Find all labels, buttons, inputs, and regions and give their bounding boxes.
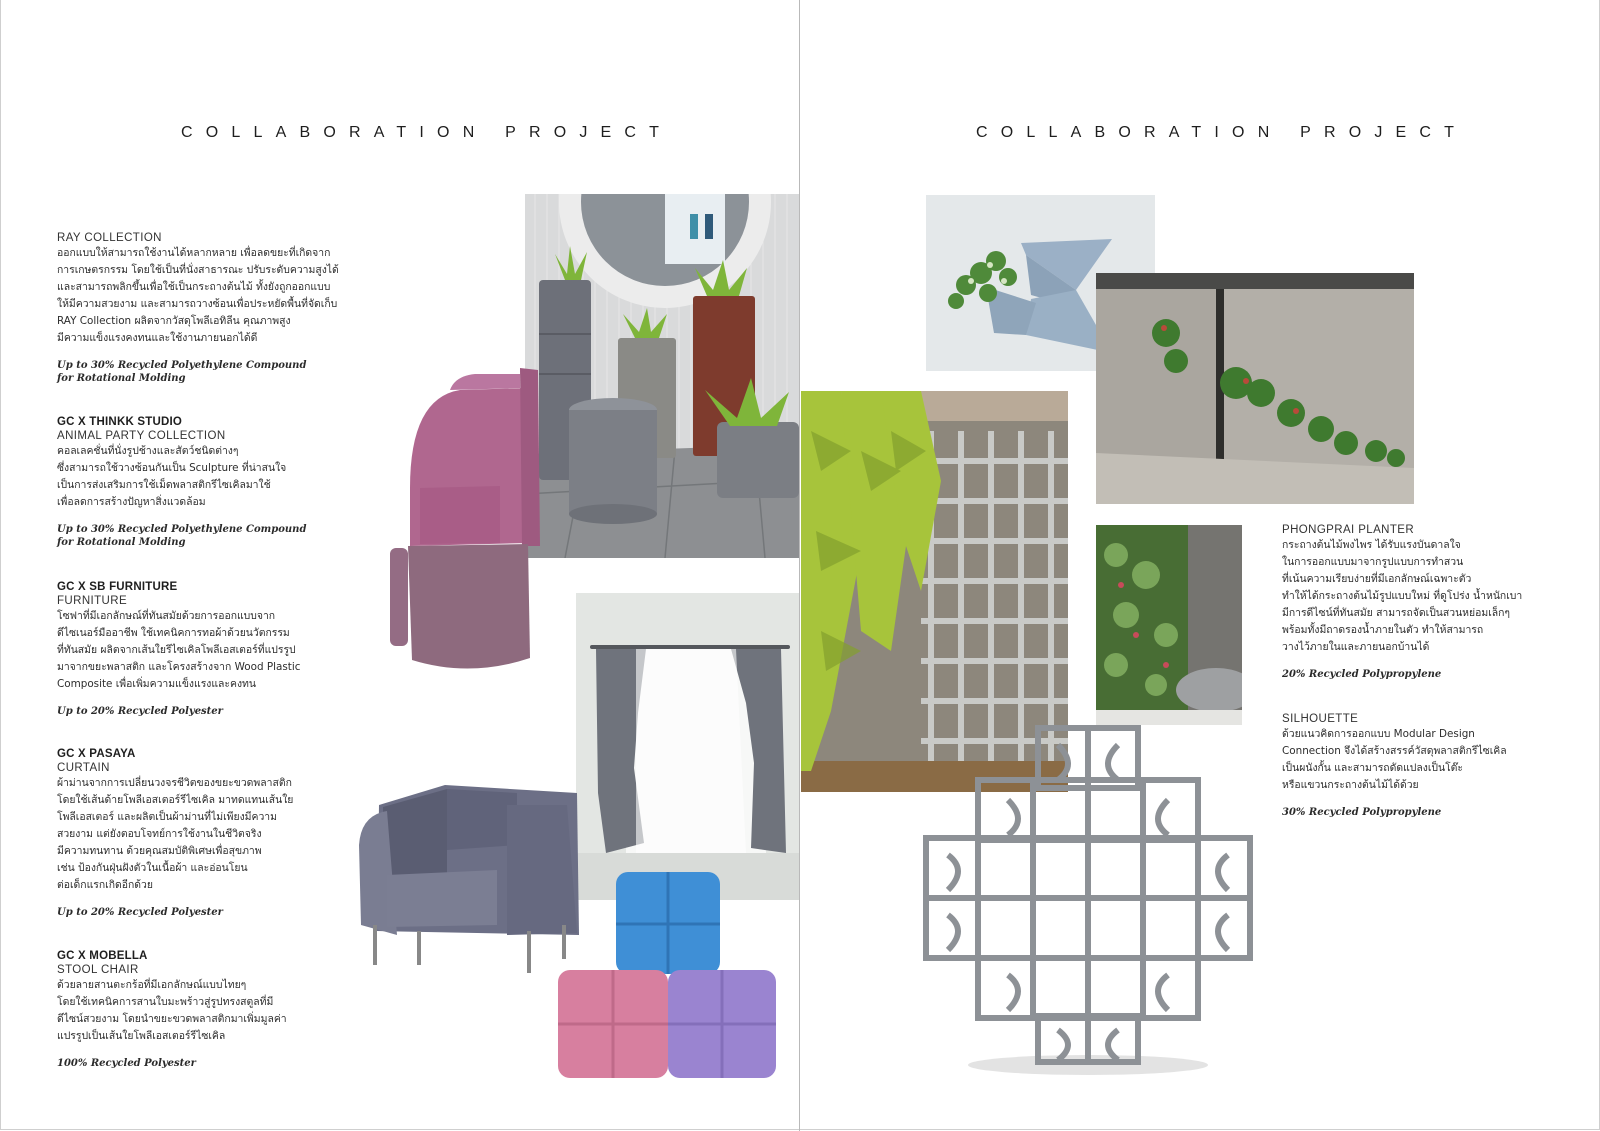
project-brand: GC X PASAYA: [57, 748, 136, 760]
project-description: โซฟาที่มีเอกลักษณ์ที่ทันสมัยด้วยการออกแบบจาก ดีไซเนอร์มืออาชีพ ใช้เทคนิคการทอผ้าด้วยนวัตกรรม ที่ทันสมัย ผลิตจากเส้นใยรีไซเคิลโพลีเอสเตอร์ที่แปรรูป มาจากขยะพลาสติก และโครงสร้างจาก Wood Plastic Composite เพื่อเพิ่มความแข็งแรงและคงทน: [57, 610, 301, 690]
photo-ray-planters: [525, 194, 799, 558]
project-material: Up to 20% Recycled Polyester: [57, 706, 223, 717]
photo-phongprai-wall-garden: [1096, 273, 1414, 504]
project-name: PHONGPRAI PLANTER: [1282, 524, 1415, 536]
project-material: 20% Recycled Polypropylene: [1282, 669, 1442, 680]
project-material: Up to 20% Recycled Polyester: [57, 907, 223, 918]
project-material: 30% Recycled Polypropylene: [1282, 807, 1442, 818]
photo-animal-party-elephant: [390, 368, 546, 676]
project-silhouette: [1282, 712, 1582, 819]
project-material: 100% Recycled Polyester: [57, 1058, 196, 1069]
project-thinkk-studio: [57, 416, 357, 549]
photo-sb-furniture-sofa: [357, 775, 582, 985]
project-ray-collection: [57, 231, 357, 385]
project-name: FURNITURE: [57, 595, 128, 607]
project-description: ออกแบบให้สามารถใช้งานได้หลากหลาย เพื่อลดขยะที่เกิดจาก การเกษตรกรรม โดยใช้เป็นที่นั่งสาธารณะ ปรับระดับความสูงได้ และสามารถพลิกขึ้นเพื่อใช้เป็นกระถางต้นไม้ ทั้งยังถูกออกแบบ ให้มีความสวยงาม และสามารถวางซ้อนเพื่อประหยัดพื้นที่จัดเก็บ RAY Collection ผลิตจากวัสดุโพลีเอทิลีน คุณภาพสูง มีความแข็งแรงคงทนและใช้งานภายนอกได้ดี: [57, 247, 339, 344]
photo-phongprai-vertical-garden: [1096, 525, 1242, 725]
project-pasaya: [57, 748, 357, 919]
project-name: SILHOUETTE: [1282, 713, 1359, 725]
project-description: กระถางต้นไม้พงไพร ได้รับแรงบันดาลใจ ในการออกแบบมาจากรูปแบบการทำสวน ที่เน้นความเรียบง่ายที่มีเอกลักษณ์เฉพาะตัว ทำให้ได้กระถางต้นไม้รูปแบบใหม่ ที่ดูโปร่ง น้ำหนักเบา มีการดีไซน์ที่ทันสมัย สามารถจัดเป็นสวนหย่อมเล็กๆ พร้อมทั้งมีถาดรองน้ำภายในตัว ทำให้สามารถ วางไว้ภายในและภายนอกบ้านได้: [1282, 539, 1523, 653]
project-description: ผ้าม่านจากการเปลี่ยนวงจรชีวิตของขยะขวดพลาสติก โดยใช้เส้นด้ายโพลีเอสเตอร์รีไซเคิล มาทดแทนเส้นใย โพลีเอสเตอร์ และผลิตเป็นผ้าม่านที่ไม่เพียงมีความ สวยงาม แต่ยังตอบโจทย์การใช้งานในชีวิตจริง มีความทนทาน ด้วยคุณสมบัติพิเศษเพื่อสุขภาพ เช่น ป้องกันฝุ่นฝังตัวในเนื้อผ้า และอ่อนโยน ต่อเด็กแรกเกิดอีกด้วย: [57, 777, 294, 891]
project-material: Up to 30% Recycled Polyethylene Compound for Rotational Molding: [57, 524, 307, 548]
project-name: STOOL CHAIR: [57, 964, 139, 976]
project-name: ANIMAL PARTY COLLECTION: [57, 430, 226, 442]
project-name: RAY COLLECTION: [57, 232, 162, 244]
photo-mobella-stools: [558, 872, 780, 1078]
left-page-title: COLLABORATION PROJECT: [181, 124, 673, 141]
project-name: CURTAIN: [57, 762, 110, 774]
photo-silhouette-modular-sculpture: [918, 720, 1258, 1080]
photo-pasaya-curtain: [576, 593, 799, 900]
book-spine: [799, 0, 800, 1131]
project-mobella: [57, 950, 357, 1070]
project-phongprai-planter: [1282, 523, 1582, 681]
right-page-title: COLLABORATION PROJECT: [976, 124, 1468, 141]
project-brand: GC X MOBELLA: [57, 950, 148, 962]
project-brand: GC X SB FURNITURE: [57, 581, 178, 593]
project-description: คอลเลคชั่นที่นั่งรูปช้างและสัตว์ชนิดต่างๆ ซึ่งสามารถใช้วางซ้อนกันเป็น Sculpture ที่น่าสนใจ เป็นการส่งเสริมการใช้เม็ดพลาสติกรีไซเคิลมาใช้ เพื่อลดการสร้างปัญหาสิ่งแวดล้อม: [57, 445, 287, 508]
project-material: Up to 30% Recycled Polyethylene Compound for Rotational Molding: [57, 360, 307, 384]
project-description: ด้วยแนวคิดการออกแบบ Modular Design Connection จึงได้สร้างสรรค์วัสดุพลาสติกรีไซเคิล เป็นผนังกั้น และสามารถดัดแปลงเป็นโต๊ะ หรือแขวนกระถางต้นไม้ได้ด้วย: [1282, 728, 1507, 791]
project-sb-furniture: [57, 581, 357, 718]
project-description: ด้วยลายสานตะกร้อที่มีเอกลักษณ์แบบไทยๆ โดยใช้เทคนิคการสานใบมะพร้าวสู่รูปทรงสตูลที่มี ดีไซน์สวยงาม โดยนำขยะขวดพลาสติกมาเพิ่มมูลค่า แปรรูปเป็นเส้นใยโพลีเอสเตอร์รีไซเคิล: [57, 979, 287, 1042]
project-brand: GC X THINKK STUDIO: [57, 416, 182, 428]
